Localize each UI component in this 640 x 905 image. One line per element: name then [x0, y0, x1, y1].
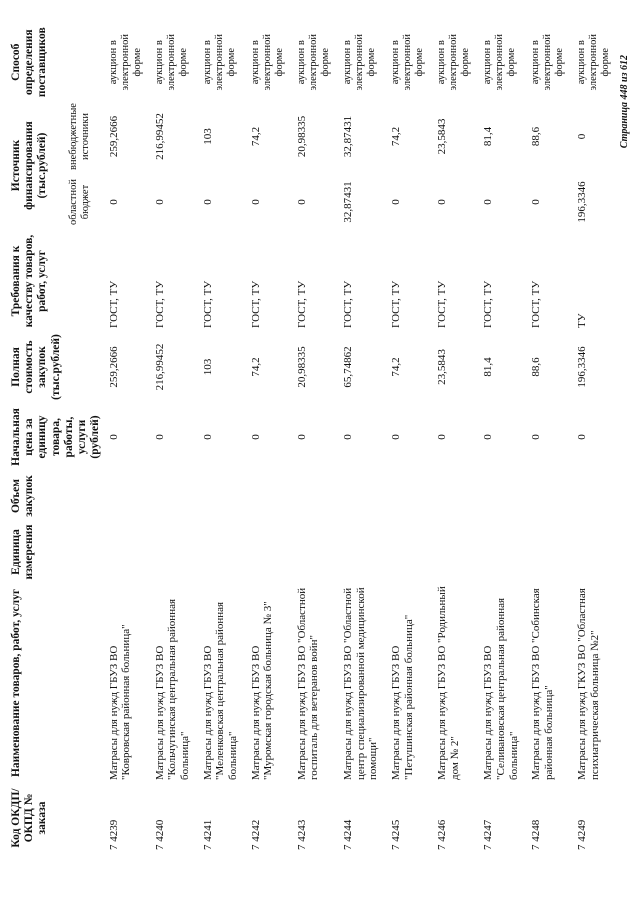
row-regional: 196,3346	[576, 181, 589, 223]
row-volume	[103, 471, 149, 521]
row-name: Матрасы для нужд ГБУЗ ВО "Родильный дом № 2"	[436, 586, 461, 780]
row-requirements: ГОСТ, ТУ	[295, 280, 308, 328]
row-extra: 81,4	[482, 126, 495, 147]
row-method: аукцион в электронной форме	[153, 33, 189, 91]
row-total: 259,2666	[107, 346, 120, 388]
row-extra: 23,5843	[436, 118, 449, 155]
row-volume	[149, 471, 197, 521]
row-extra: 88,6	[530, 126, 543, 147]
row-name: Матрасы для нужд ГБУЗ ВО "Муромская городская больница № 3"	[249, 601, 275, 780]
row-extra: 259,2666	[107, 115, 120, 158]
row-volume	[291, 471, 337, 521]
table-row	[477, 24, 525, 853]
row-volume	[431, 471, 477, 521]
row-method: аукцион в электронной форме	[482, 33, 518, 91]
row-code: 7 4246	[436, 819, 449, 850]
row-name: Матрасы для нужд ГБУЗ ВО "Петушинская районная больница"	[389, 614, 415, 780]
header-method: Способ определения поставщиков	[10, 27, 49, 98]
row-price: 0	[249, 434, 262, 440]
row-requirements: ГОСТ, ТУ	[389, 280, 402, 328]
row-name: Матрасы для нужд ГБУЗ ВО "Областной госпиталь для ветеранов войн"	[295, 587, 321, 780]
row-extra: 32,87431	[341, 115, 354, 158]
row-requirements: ГОСТ, ТУ	[482, 280, 495, 328]
row-unit	[477, 521, 525, 583]
row-name: Матрасы для нужд ГБУЗ ВО "Селивановская центральная районная больница"	[482, 597, 520, 780]
row-regional: 0	[201, 199, 214, 205]
row-regional: 0	[436, 199, 449, 205]
row-extra: 103	[201, 128, 214, 145]
table-row	[245, 24, 291, 853]
row-total: 23,5843	[436, 349, 449, 385]
row-volume	[197, 471, 245, 521]
table-row	[197, 24, 245, 853]
row-regional: 32,87431	[341, 181, 354, 223]
row-code: 7 4243	[295, 819, 308, 850]
row-unit	[431, 521, 477, 583]
row-name: Матрасы для нужд ГБУЗ ВО "Ковровская районная больница"	[107, 624, 133, 780]
header-funding-extra: внебюджетные источники	[67, 103, 91, 170]
row-volume	[385, 471, 431, 521]
row-code: 7 4248	[530, 819, 543, 850]
row-unit	[103, 521, 149, 583]
row-price: 0	[530, 434, 543, 440]
row-unit	[337, 521, 385, 583]
header-requirements: Требования к качеству товаров, работ, услуг	[10, 234, 49, 328]
row-method: аукцион в электронной форме	[389, 33, 425, 91]
row-extra: 20,98335	[295, 115, 308, 158]
row-code: 7 4245	[389, 819, 402, 850]
table-row	[103, 24, 149, 853]
row-total: 74,2	[389, 357, 402, 377]
row-volume	[477, 471, 525, 521]
row-volume	[245, 471, 291, 521]
row-extra: 74,2	[389, 126, 402, 147]
row-price: 0	[389, 434, 402, 440]
row-total: 216,99452	[153, 343, 166, 391]
row-name: Матрасы для нужд ГБУЗ ВО "Областной центр специализированной медицинской помощи"	[341, 587, 380, 780]
row-code: 7 4249	[576, 819, 589, 850]
header-code: Код ОКДП/ ОКПД № заказа	[10, 788, 49, 848]
page-footer: Страница 448 из 612	[619, 55, 630, 149]
row-name: Матрасы для нужд ГБУЗ ВО "Меленковская центральная районная больница"	[201, 601, 239, 780]
row-extra: 74,2	[249, 126, 262, 147]
row-unit	[197, 521, 245, 583]
row-method: аукцион в электронной форме	[249, 33, 285, 91]
procurement-table	[10, 24, 618, 853]
row-requirements: ГОСТ, ТУ	[153, 280, 166, 328]
row-total: 103	[201, 358, 214, 376]
table-row	[525, 24, 571, 853]
row-extra: 0	[576, 133, 589, 140]
row-unit	[149, 521, 197, 583]
row-total: 74,2	[249, 357, 262, 377]
row-requirements: ГОСТ, ТУ	[341, 280, 354, 328]
row-method: аукцион в электронной форме	[295, 33, 331, 91]
row-total: 20,98335	[295, 346, 308, 388]
row-name: Матрасы для нужд ГБУЗ ВО "Кольчугинская центральная районная больница"	[153, 598, 191, 780]
row-unit	[525, 521, 571, 583]
row-extra: 216,99452	[153, 113, 166, 160]
row-method: аукцион в электронной форме	[576, 33, 612, 91]
row-code: 7 4239	[107, 819, 120, 850]
row-code: 7 4242	[249, 819, 262, 850]
row-requirements: ГОСТ, ТУ	[107, 280, 120, 328]
row-price: 0	[576, 434, 589, 440]
row-price: 0	[153, 434, 166, 440]
row-volume	[571, 471, 617, 521]
row-total: 81,4	[482, 357, 495, 377]
row-price: 0	[107, 434, 120, 440]
row-total: 65,74862	[341, 346, 354, 388]
row-method: аукцион в электронной форме	[201, 33, 237, 91]
row-code: 7 4240	[153, 819, 166, 850]
row-requirements: ГОСТ, ТУ	[530, 280, 543, 328]
row-price: 0	[436, 434, 449, 440]
header-funding: Источник финансирования (тыс.рублей)	[10, 121, 49, 210]
row-total: 196,3346	[576, 346, 589, 388]
table-row	[149, 24, 197, 853]
row-name: Матрасы для нужд ГБУЗ ВО "Собинская районная больница"	[530, 588, 555, 780]
row-unit	[571, 521, 617, 583]
row-regional: 0	[107, 199, 120, 205]
header-volume: Объем закупок	[10, 475, 36, 517]
header-funding-regional: областной бюджет	[67, 179, 91, 225]
row-volume	[525, 471, 571, 521]
row-volume	[337, 471, 385, 521]
row-code: 7 4241	[201, 819, 214, 850]
row-unit	[291, 521, 337, 583]
row-regional: 0	[249, 199, 262, 205]
header-total: Полная стоимость закупок (тыс.рублей)	[10, 334, 62, 400]
row-requirements: ТУ	[576, 313, 589, 328]
table-row	[385, 24, 431, 853]
row-requirements: ГОСТ, ТУ	[436, 280, 449, 328]
header-price: Начальная цена за единицу товара, работы, услуги (рублей)	[10, 408, 102, 466]
table-row	[571, 24, 617, 853]
row-total: 88,6	[530, 357, 543, 377]
header-row	[10, 24, 68, 853]
row-price: 0	[201, 434, 214, 440]
row-price: 0	[482, 434, 495, 440]
row-requirements: ГОСТ, ТУ	[201, 280, 214, 328]
row-requirements: ГОСТ, ТУ	[249, 280, 262, 328]
row-method: аукцион в электронной форме	[530, 33, 566, 91]
table-row	[337, 24, 385, 853]
row-price: 0	[341, 434, 354, 440]
row-unit	[245, 521, 291, 583]
header-name: Наименование товаров, работ, услуг	[10, 588, 22, 778]
row-code: 7 4244	[341, 819, 354, 850]
row-name: Матрасы для нужд ГКУЗ ВО "Областная психиатрическая больница №2"	[576, 588, 601, 780]
row-regional: 0	[153, 199, 166, 205]
row-method: аукцион в электронной форме	[341, 33, 378, 91]
header-unit: Единица измерения	[10, 524, 36, 580]
row-code: 7 4247	[482, 819, 495, 850]
table-row	[291, 24, 337, 853]
table-row	[431, 24, 477, 853]
row-unit	[385, 521, 431, 583]
row-regional: 0	[389, 199, 402, 205]
row-regional: 0	[482, 199, 495, 205]
row-price: 0	[295, 434, 308, 440]
row-regional: 0	[295, 199, 308, 205]
row-regional: 0	[530, 199, 543, 205]
row-method: аукцион в электронной форме	[107, 33, 143, 91]
row-method: аукцион в электронной форме	[436, 33, 472, 91]
table-body	[103, 24, 618, 853]
